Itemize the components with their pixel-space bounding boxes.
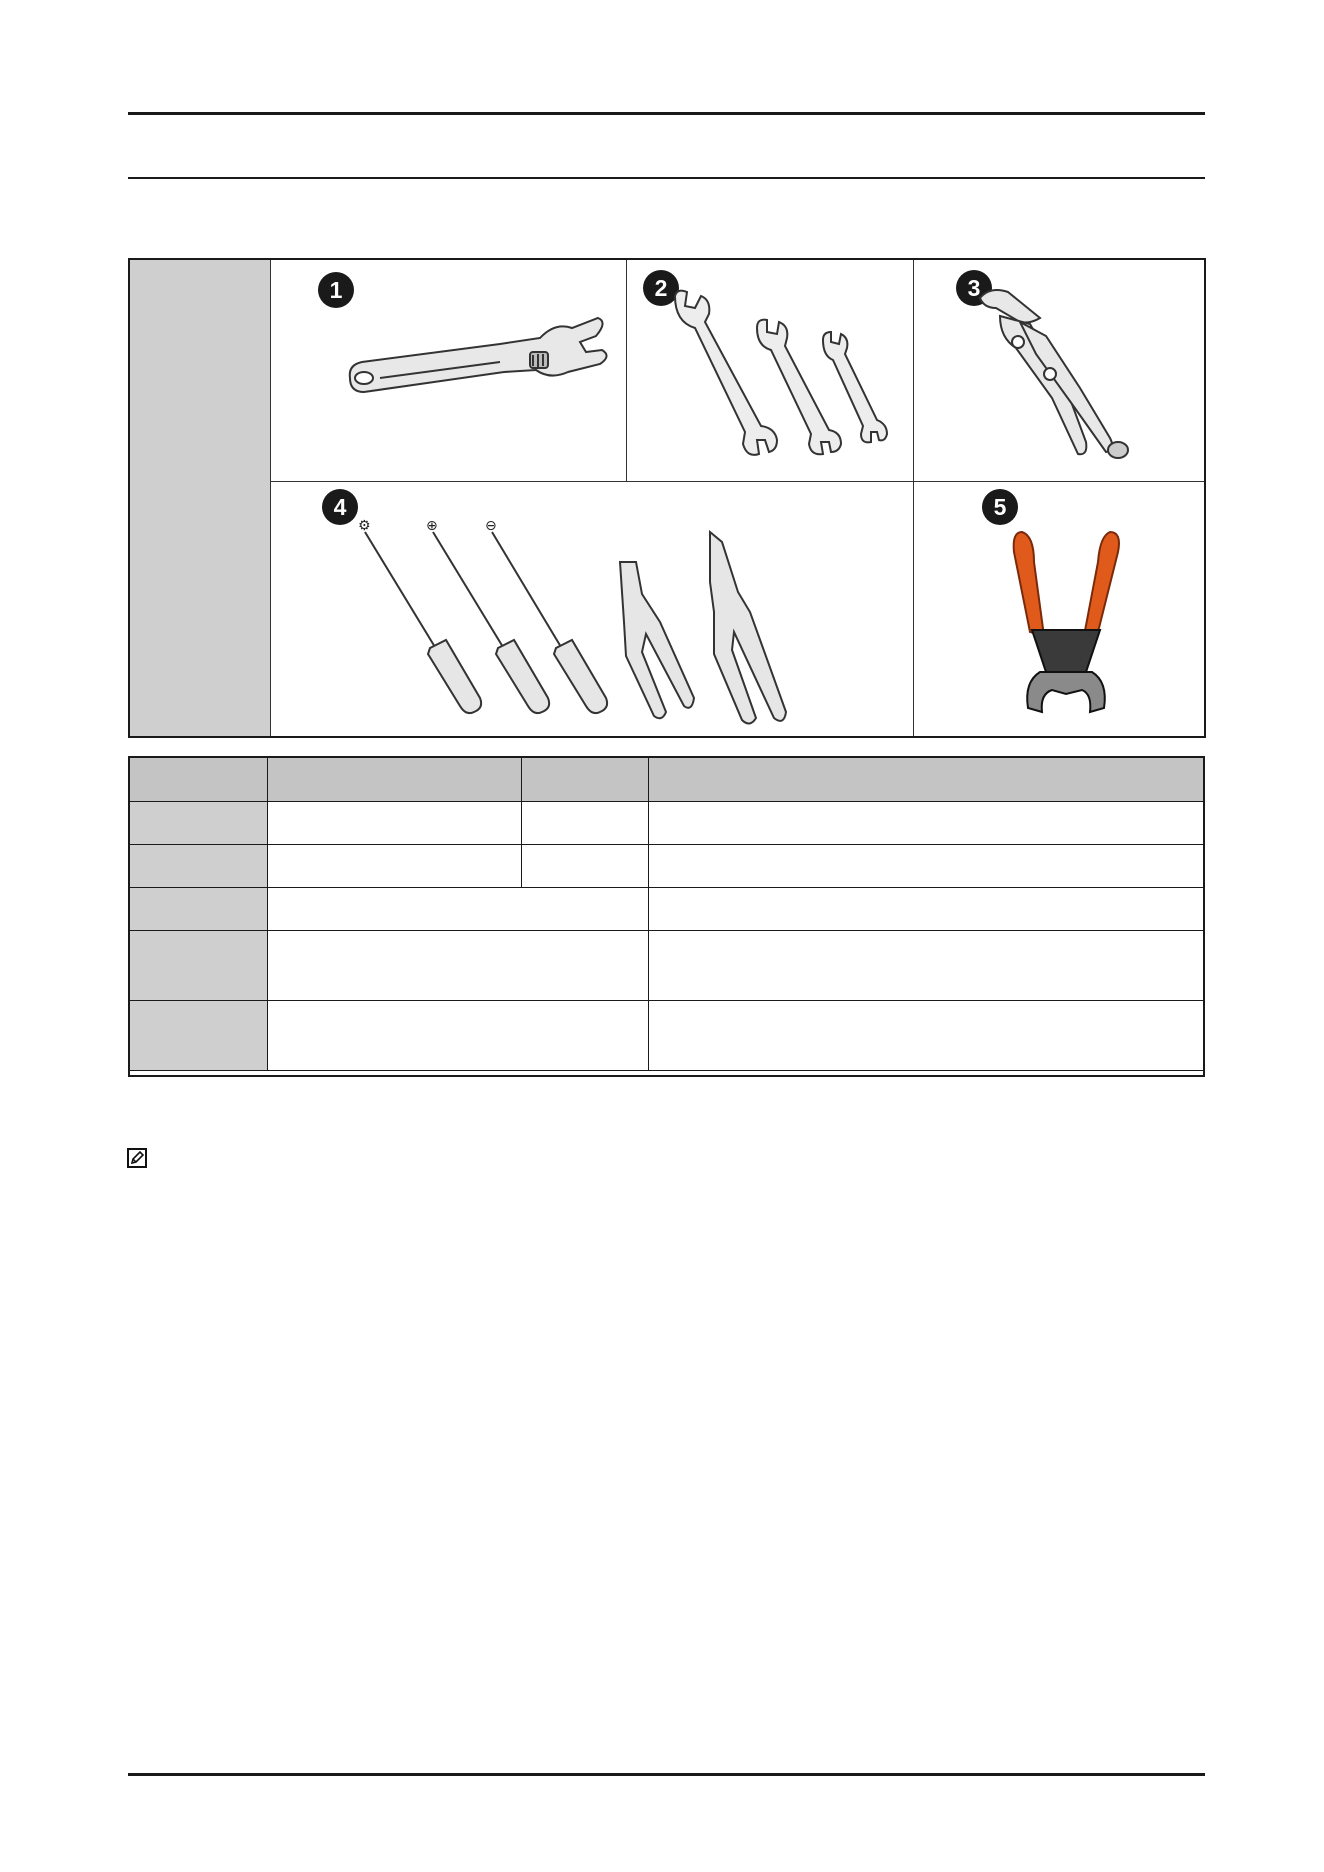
table-cell <box>129 845 268 888</box>
tools-label-column <box>130 260 271 736</box>
table-cell <box>268 802 522 845</box>
table-cell <box>268 845 522 888</box>
table-cell <box>649 845 1205 888</box>
screwdrivers-and-pliers-icon <box>330 518 890 732</box>
table-cell <box>649 888 1205 931</box>
table-cell <box>522 845 649 888</box>
table-row <box>129 802 1205 845</box>
table-header-cell <box>129 757 268 802</box>
table-cell <box>129 802 268 845</box>
screwdriver-tip-phillips: ⊕ <box>426 518 438 534</box>
locking-pliers-icon <box>960 278 1160 478</box>
table-cell <box>649 931 1205 1001</box>
table-cell <box>649 1001 1205 1071</box>
table-header-cell <box>649 757 1205 802</box>
table-header-row <box>129 757 1205 802</box>
screwdriver-tip-torx: ⚙ <box>358 518 371 534</box>
table-header-cell <box>522 757 649 802</box>
note-pencil-icon <box>127 1148 147 1168</box>
table-row <box>129 845 1205 888</box>
table-row <box>129 1001 1205 1071</box>
tools-figure <box>128 258 1206 738</box>
tool-number-5: 5 <box>982 489 1018 525</box>
table-cell <box>649 802 1205 845</box>
table-cell <box>268 888 649 931</box>
table-header-cell <box>268 757 522 802</box>
end-cutting-nippers-icon <box>1000 522 1140 732</box>
table-cell <box>129 888 268 931</box>
header-top-rule <box>128 112 1205 115</box>
table-row <box>129 888 1205 931</box>
footer-rule <box>128 1773 1205 1776</box>
table-cell <box>129 931 268 1001</box>
tool-number-4: 4 <box>322 489 358 525</box>
tools-spec-table <box>128 756 1205 1071</box>
table-cell <box>129 1001 268 1071</box>
table-cell <box>268 931 649 1001</box>
screwdriver-tip-flat: ⊖ <box>485 518 497 534</box>
table-cell <box>522 802 649 845</box>
tool-number-3: 3 <box>956 270 992 306</box>
tool-number-2: 2 <box>643 270 679 306</box>
adjustable-wrench-icon <box>340 300 640 430</box>
open-end-wrenches-icon <box>665 288 905 478</box>
header-bottom-rule <box>128 177 1205 179</box>
table-row <box>129 931 1205 1001</box>
tool-number-1: 1 <box>318 272 354 308</box>
table-cell <box>268 1001 649 1071</box>
